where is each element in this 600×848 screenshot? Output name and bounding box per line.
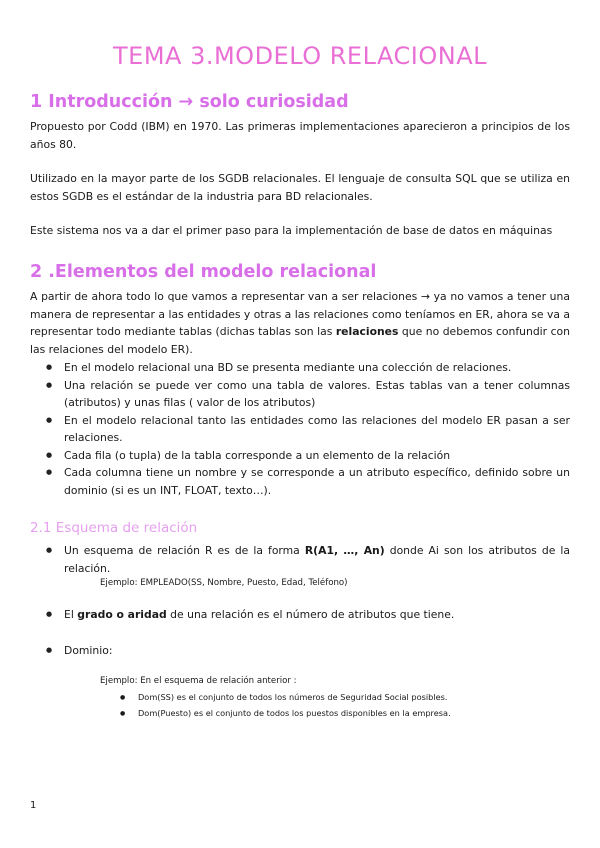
section-1-heading: 1 Introducción → solo curiosidad <box>30 92 349 112</box>
schema-notation: R(A1, …, An) <box>304 544 385 557</box>
list-item: ● Dom(SS) es el conjunto de todos los números de Seguridad Social posibles. <box>116 690 451 706</box>
intro-text-end: que no debemos confundir con las relaciones del modelo ER). <box>30 325 570 356</box>
degree-term: grado o aridad <box>77 608 167 621</box>
schema-bullet-1 <box>30 542 570 577</box>
section-2-1-heading: 2.1 Esquema de relación <box>30 520 198 536</box>
page-title: TEMA 3.MODELO RELACIONAL <box>113 42 487 70</box>
list-item: ● En el modelo relacional tanto las entidades como las relaciones del modelo ER pasan a ser relaciones. <box>30 412 570 447</box>
page-number: 1 <box>30 800 37 811</box>
degree-text-end: de una relación es el número de atributos que tiene. <box>166 608 455 621</box>
intro-bold-term: relaciones <box>335 325 399 338</box>
example-employee-schema: Ejemplo: EMPLEADO(SS, Nombre, Puesto, Edad, Teléfono) <box>100 578 348 588</box>
intro-text-start: A partir de ahora todo lo que vamos a representar van a ser relaciones → ya no vamos a tener una manera de representar a las entidades y otras a las relaciones como teníamos en ER, ahora se va a representar todo mediante tablas (dichas tablas son las <box>30 290 570 338</box>
list-item: ● En el modelo relacional una BD se presenta mediante una colección de relaciones. <box>30 359 570 377</box>
section-2-heading: 2 .Elementos del modelo relacional <box>30 262 377 282</box>
domain-sublist <box>116 690 451 721</box>
list-item: ● Cada columna tiene un nombre y se corresponde a un atributo específico, definido sobre un dominio (si es un INT, FLOAT, texto…). <box>30 464 570 499</box>
list-item: ● Una relación se puede ver como una tabla de valores. Estas tablas van a tener columnas (atributos) y unas filas ( valor de los atributos) <box>30 377 570 412</box>
schema-bullet-2 <box>30 606 570 624</box>
example-domain-intro: Ejemplo: En el esquema de relación anterior : <box>100 676 297 686</box>
list-item: ● Dom(Puesto) es el conjunto de todos los puestos disponibles en la empresa. <box>116 706 451 722</box>
degree-text-start: El <box>64 608 78 621</box>
schema-text-start: Un esquema de relación R es de la forma <box>64 544 305 557</box>
intro-paragraph-1: Propuesto por Codd (IBM) en 1970. Las primeras implementaciones aparecieron a principios de los años 80. <box>30 120 570 151</box>
elements-intro-paragraph <box>30 288 570 358</box>
elements-bullet-list <box>30 359 570 499</box>
intro-paragraph-2: Utilizado en la mayor parte de los SGDB relacionales. El lenguaje de consulta SQL que se utiliza en estos SGDB es el estándar de la industria para BD relacionales. <box>30 172 570 203</box>
schema-text-end: donde Ai son los atributos de la relación. <box>64 544 570 575</box>
list-item: ● Cada fila (o tupla) de la tabla corresponde a un elemento de la relación <box>30 447 570 465</box>
list-item <box>30 542 570 577</box>
intro-paragraph-3: Este sistema nos va a dar el primer paso para la implementación de base de datos en máquinas <box>30 224 553 237</box>
schema-bullet-3 <box>30 642 570 660</box>
list-item <box>30 606 570 624</box>
list-item: ● Dominio: <box>30 642 570 660</box>
